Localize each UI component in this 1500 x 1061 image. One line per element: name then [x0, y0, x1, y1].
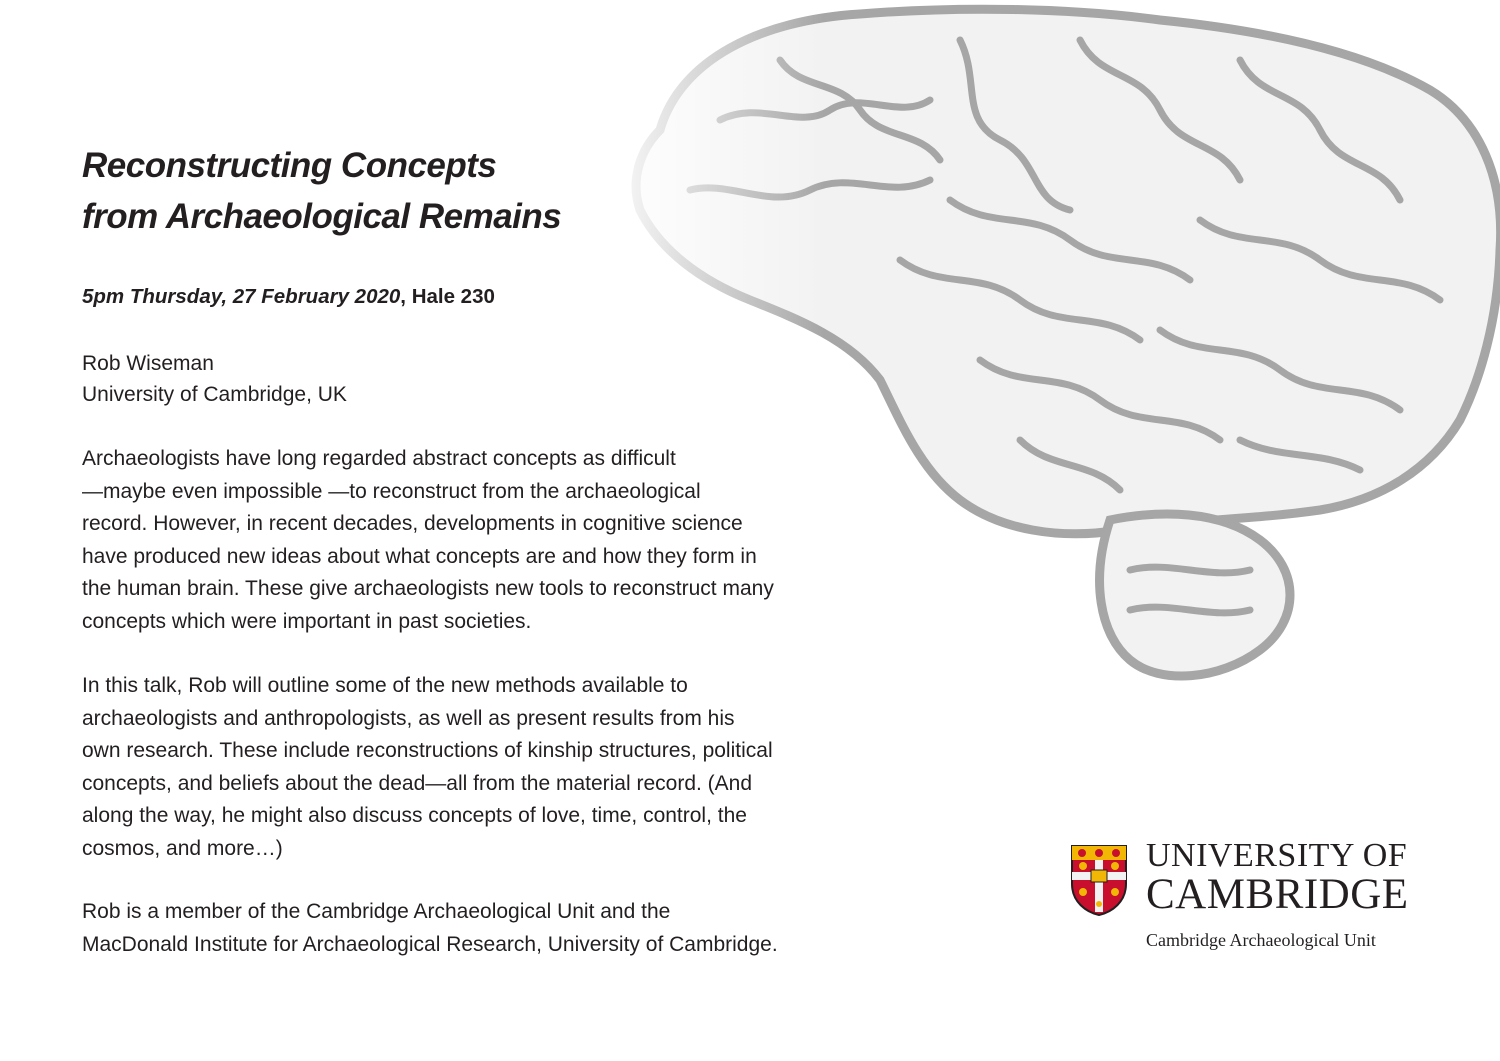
text-line: cosmos, and more…) [82, 836, 283, 860]
speaker-bio-paragraph [82, 896, 932, 961]
text-line: along the way, he might also discuss concepts of love, time, control, the [82, 804, 747, 827]
text-line: Archaeologists have long regarded abstract concepts as difficult [82, 447, 676, 470]
text-line: concepts, and beliefs about the dead—all from the material record. (And [82, 771, 753, 795]
text-line: MacDonald Institute for Archaeological Research, University of Cambridge. [82, 932, 778, 956]
event-separator: , [400, 285, 406, 308]
abstract-paragraph-2 [82, 670, 932, 865]
title-line-1: Reconstructing Concepts [82, 146, 497, 185]
wordmark-line-1: UNIVERSITY OF [1146, 837, 1408, 874]
unit-name: Cambridge Archaeological Unit [1146, 930, 1376, 950]
text-line: have produced new ideas about what concepts are and how they form in [82, 544, 757, 568]
talk-title [82, 140, 561, 242]
university-logo [1070, 838, 1430, 958]
wordmark-line-2: CAMBRIDGE [1146, 871, 1409, 918]
speaker-block [82, 348, 347, 410]
event-datetime: 5pm Thursday, 27 February 2020 [82, 285, 401, 308]
speaker-name: Rob Wiseman [82, 352, 214, 375]
university-crest-icon [1070, 844, 1128, 916]
university-wordmark [1146, 838, 1409, 916]
event-venue: Hale 230 [411, 285, 495, 308]
event-details [82, 285, 495, 309]
text-line: In this talk, Rob will outline some of the new methods available to [82, 674, 688, 697]
text-line: Rob is a member of the Cambridge Archaeological Unit and the [82, 900, 671, 923]
text-line: the human brain. These give archaeologists new tools to reconstruct many [82, 577, 774, 600]
text-line: own research. These include reconstructions of kinship structures, political [82, 739, 773, 762]
abstract-paragraph-1 [82, 443, 932, 638]
text-line: archaeologists and anthropologists, as well as present results from his [82, 706, 735, 730]
text-line: record. However, in recent decades, developments in cognitive science [82, 512, 743, 535]
text-line: concepts which were important in past societies. [82, 609, 532, 633]
text-line: —maybe even impossible —to reconstruct from the archaeological [82, 479, 701, 503]
title-line-2: from Archaeological Remains [82, 197, 562, 236]
speaker-affiliation: University of Cambridge, UK [82, 383, 347, 406]
